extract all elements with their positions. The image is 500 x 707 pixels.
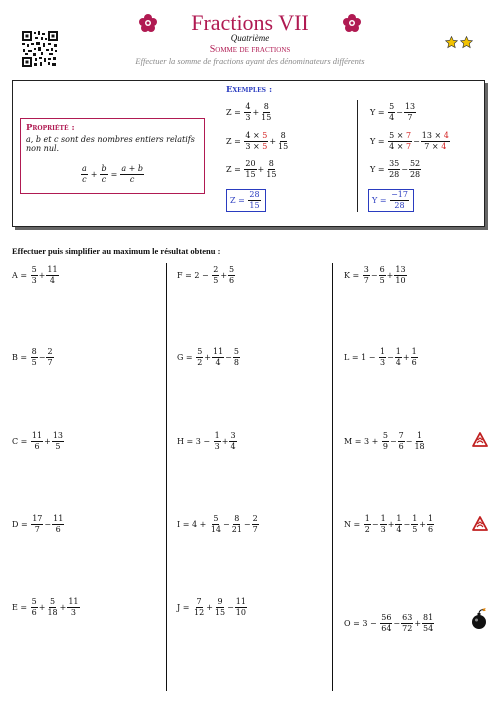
warning-icon [472, 516, 488, 532]
exercise-b: B = $\frac{8}{5}$ − $\frac{2}{7}$ [12, 347, 53, 367]
bomb-icon [470, 608, 488, 630]
exercise-i: I = 4 + $\frac{5}{14}$ − $\frac{8}{21}$ − $\frac{2}{7}$ [177, 514, 258, 534]
example-z-line-1: Z = $\frac{4}{3}$ + $\frac{8}{15}$ [226, 102, 272, 122]
exercise-k: K = $\frac{3}{7}$ − $\frac{6}{5}$ + $\frac{13}{10}$ [344, 265, 406, 285]
exercise-e: E = $\frac{5}{6}$ + $\frac{5}{18}$ + $\frac{11}{3}$ [12, 597, 79, 617]
exercise-f: F = 2 − $\frac{2}{5}$ + $\frac{5}{6}$ [177, 265, 235, 285]
exercise-n: N = $\frac{1}{2}$ − $\frac{1}{3}$ + $\frac{1}{4}$ − $\frac{1}{5}$ + $\frac{1}{6}$ [344, 514, 434, 534]
exercise-o: O = 3 − $\frac{56}{64}$ − $\frac{63}{72}$ + $\frac{81}{54}$ [344, 613, 434, 633]
property-formula: $\frac{a}{c}$ + $\frac{b}{c}$ = $\frac{a + b}{c}$ [82, 164, 143, 184]
example-z-result: Z = $\frac{28}{15}$ [226, 189, 266, 212]
exercise-j: J = $\frac{7}{12}$ + $\frac{9}{15}$ − $\frac{11}{10}$ [177, 597, 246, 617]
exercise-h: H = 3 − $\frac{1}{3}$ + $\frac{3}{4}$ [177, 431, 236, 451]
exercise-title: Effectuer puis simplifier au maximum le résultat obtenu : [12, 246, 221, 256]
examples-divider [357, 100, 358, 212]
property-box [20, 118, 205, 194]
exercise-g: G = $\frac{5}{2}$ + $\frac{11}{4}$ − $\frac{5}{8}$ [177, 347, 239, 367]
exercise-d: D = $\frac{17}{7}$ − $\frac{11}{6}$ [12, 514, 64, 534]
warning-icon [472, 432, 488, 448]
example-y-line-3: Y = $\frac{35}{28}$ − $\frac{52}{28}$ [370, 159, 421, 179]
example-y-line-1: Y = $\frac{5}{4}$ − $\frac{13}{7}$ [370, 102, 416, 122]
example-y-line-2: Y = $\frac{5 \times 7}{4 \times 7}$ − $\frac{13 \times 4}{7 \times 4}$ [370, 131, 449, 151]
property-title: Propriété : [26, 123, 75, 133]
example-z-line-3: Z = $\frac{20}{15}$ + $\frac{8}{15}$ [226, 159, 277, 179]
exercise-m: M = 3 + $\frac{5}{9}$ − $\frac{7}{6}$ − $\frac{1}{18}$ [344, 431, 425, 451]
exercise-c: C = $\frac{11}{6}$ + $\frac{13}{5}$ [12, 431, 63, 451]
page-title: Fractions VII [191, 10, 309, 35]
column-divider [166, 263, 167, 691]
property-text: a, b et c sont des nombres entiers relatifs non nul. [26, 135, 195, 153]
examples-title: Exemples : [226, 85, 273, 95]
exercise-a: A = $\frac{5}{3}$ + $\frac{11}{4}$ [12, 265, 58, 285]
exercise-l: L = 1 − $\frac{1}{3}$ − $\frac{1}{4}$ + $\frac{1}{6}$ [344, 347, 417, 367]
example-z-line-2: Z = $\frac{4 \times 5}{3 \times 5}$ + $\frac{8}{15}$ [226, 131, 289, 151]
column-divider [332, 263, 333, 691]
level-label: Quatrième [230, 33, 270, 43]
instruction-text: Effectuer la somme de fractions ayant des dénominateurs différents [135, 56, 365, 66]
example-y-result: Y = $\frac{-17}{28}$ [368, 189, 414, 212]
topic-label: Somme de fractions [209, 44, 291, 55]
